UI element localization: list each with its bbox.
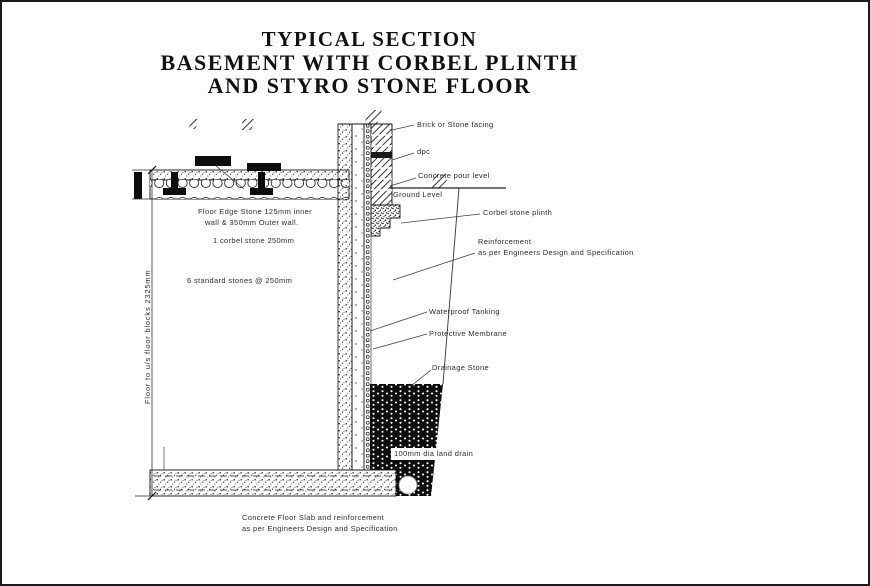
- leader-reinforcement: [393, 253, 475, 280]
- note-standard-stones: 6 standard stones @ 250mm: [187, 276, 293, 285]
- label-brick-facing: Brick or Stone facing: [417, 120, 494, 129]
- label-drainage: Drainage Stone: [432, 363, 490, 372]
- hatch-symbol: [188, 119, 200, 129]
- slab-body: [150, 470, 396, 496]
- land-drain-pipe: [399, 476, 417, 494]
- screed-band: [150, 170, 349, 180]
- leader-brick-facing: [392, 125, 414, 130]
- facing-hatch: [371, 124, 392, 205]
- note-floor-edge-2: wall & 350mm Outer wall.: [205, 218, 299, 227]
- brick-facing: [371, 124, 392, 205]
- label-corbel-plinth: Corbel stone plinth: [483, 208, 553, 217]
- leader-dpc: [392, 153, 414, 160]
- inner-leaf: [338, 124, 352, 470]
- label-membrane: Protective Membrane: [429, 329, 507, 338]
- hatch-symbol: [239, 119, 256, 130]
- styro-floor-slab: [132, 156, 349, 199]
- slab-note-2: as per Engineers Design and Specification: [242, 524, 398, 533]
- slab-note-1: Concrete Floor Slab and reinforcement: [242, 513, 385, 522]
- title-line-3: AND STYRO STONE FLOOR: [207, 73, 532, 98]
- drawing-title: [97, 28, 642, 97]
- leader-waterproof: [370, 312, 427, 331]
- label-dpc: dpc: [417, 147, 431, 156]
- corbel-plinth: [371, 205, 400, 236]
- finish-block: [247, 163, 281, 171]
- label-ground-level: Ground Level: [393, 190, 443, 199]
- tanking-membrane-strip: [364, 124, 371, 470]
- hatch-symbol: [364, 110, 382, 124]
- ground: [390, 174, 506, 384]
- label-reinforcement-2: as per Engineers Design and Specification: [478, 248, 634, 257]
- leader-pour-level: [390, 178, 416, 186]
- title-line-1: TYPICAL SECTION: [261, 27, 478, 51]
- title-line-2: BASEMENT WITH CORBEL PLINTH: [160, 50, 579, 75]
- note-floor-edge-1: Floor Edge Stone 125mm inner: [198, 207, 313, 216]
- label-reinforcement-1: Reinforcement: [478, 237, 532, 246]
- label-waterproof: Waterproof Tanking: [429, 307, 500, 316]
- vertical-dimension-text: Floor to u/s floor blocks 2325mm: [143, 269, 152, 404]
- edge-marker: [134, 172, 142, 199]
- leader-corbel-plinth: [401, 214, 480, 223]
- leader-membrane: [373, 334, 427, 349]
- concrete-core: [352, 124, 364, 470]
- finish-block: [195, 156, 231, 166]
- dpc-band: [371, 152, 392, 158]
- label-concrete-pour: Concrete pour level: [418, 171, 490, 180]
- leader-drainage: [411, 370, 431, 386]
- label-land-drain: 100mm dia land drain: [394, 449, 474, 458]
- note-corbel-stone: 1 corbel stone 250mm: [213, 236, 295, 245]
